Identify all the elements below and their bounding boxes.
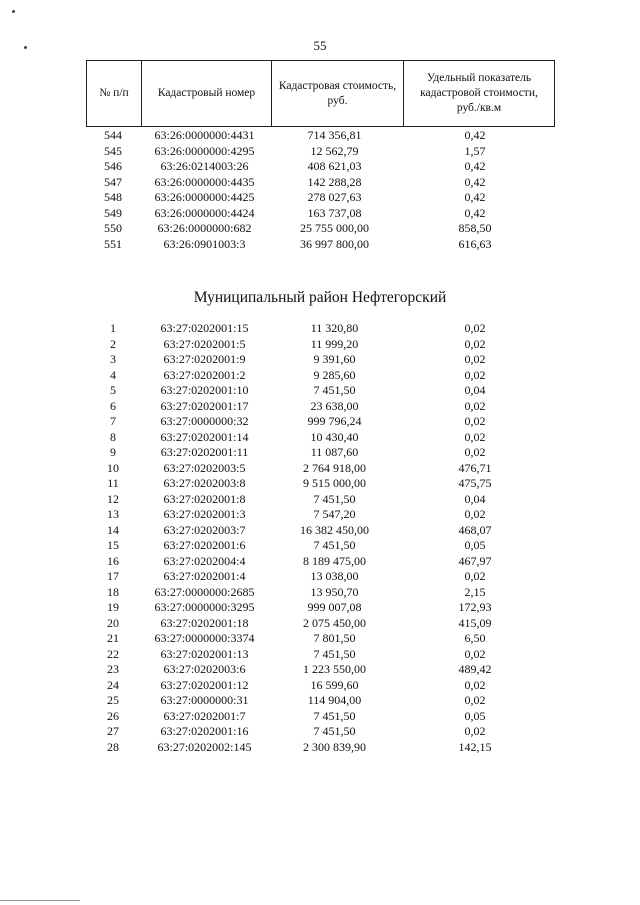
table-row [86, 492, 550, 508]
cadastral-value: 13 038,00 [310, 569, 359, 583]
row-number: 15 [107, 538, 119, 552]
page-number: 55 [313, 38, 327, 53]
table-row [86, 414, 550, 430]
cadastral-number: 63:26:0000000:4435 [154, 174, 255, 189]
cadastral-number: 63:27:0202001:12 [160, 677, 249, 692]
cadastral-value: 12 562,79 [310, 143, 359, 158]
cadastral-value: 999 007,08 [307, 600, 362, 614]
row-number: 544 [104, 128, 122, 142]
cadastral-number: 63:27:0202001:10 [160, 383, 249, 397]
row-number: 13 [107, 507, 119, 521]
cadastral-number: 63:27:0202001:7 [163, 708, 246, 723]
cadastral-number: 63:26:0000000:682 [157, 221, 252, 235]
specific-value: 858,50 [458, 221, 492, 235]
table-row [86, 190, 550, 206]
cadastral-number: 63:27:0202003:8 [163, 476, 246, 490]
row-number: 5 [110, 383, 116, 397]
cadastral-value: 16 382 450,00 [300, 522, 369, 537]
cadastral-number: 63:27:0202001:16 [160, 724, 249, 738]
table-row [86, 554, 550, 570]
cadastral-number: 63:27:0202001:18 [160, 615, 249, 630]
specific-value: 0,05 [464, 708, 486, 723]
cadastral-number: 63:27:0202001:3 [163, 507, 246, 521]
cadastral-value: 7 451,50 [313, 538, 356, 552]
table-row [86, 237, 550, 253]
row-number: 16 [107, 553, 119, 568]
row-number: 3 [110, 352, 116, 366]
specific-value: 0,02 [464, 445, 486, 459]
cadastral-value: 7 547,20 [313, 507, 356, 521]
specific-value: 468,07 [458, 522, 492, 537]
cadastral-number: 63:27:0202001:6 [163, 538, 246, 552]
row-number: 18 [107, 584, 119, 599]
row-number: 26 [107, 708, 119, 723]
cadastral-value: 9 285,60 [313, 367, 356, 382]
cadastral-value: 16 599,60 [310, 677, 359, 692]
cadastral-number: 63:26:0000000:4431 [154, 128, 255, 142]
row-number: 7 [110, 414, 116, 428]
cadastral-number: 63:27:0202002:145 [157, 739, 252, 754]
table-row [86, 221, 550, 237]
specific-value: 0,02 [464, 367, 486, 382]
row-number: 549 [104, 205, 122, 220]
cadastral-number: 63:27:0000000:3374 [154, 631, 255, 645]
cadastral-number: 63:27:0202003:7 [163, 522, 246, 537]
cadastral-value: 2 764 918,00 [303, 460, 366, 475]
row-number: 24 [107, 677, 119, 692]
cadastral-number: 63:27:0202001:13 [160, 646, 249, 661]
table-row [86, 662, 550, 678]
cadastral-value: 7 801,50 [313, 631, 356, 645]
table-row [86, 693, 550, 709]
row-number: 550 [104, 221, 122, 235]
specific-value: 172,93 [458, 600, 492, 614]
table-row [86, 337, 550, 353]
cadastral-number: 63:26:0000000:4424 [154, 205, 255, 220]
row-number: 6 [110, 398, 116, 413]
header-col-number: № п/п [87, 61, 142, 127]
header-col-cadastral-number: Кадастровый номер [142, 61, 272, 127]
cadastral-value: 11 320,80 [310, 321, 359, 335]
specific-value: 0,02 [464, 321, 486, 335]
specific-value: 1,57 [464, 143, 486, 158]
cadastral-value: 114 904,00 [307, 693, 362, 707]
cadastral-value: 408 621,03 [307, 159, 362, 173]
table-row [86, 569, 550, 585]
table-row [86, 647, 550, 663]
cadastral-number: 63:27:0202001:2 [163, 367, 246, 382]
cadastral-number: 63:27:0202001:15 [160, 321, 249, 335]
table-row [86, 383, 550, 399]
table-row [86, 538, 550, 554]
row-number: 14 [107, 522, 119, 537]
specific-value: 475,75 [458, 476, 492, 490]
cadastral-value: 23 638,00 [310, 398, 359, 413]
specific-value: 0,02 [464, 414, 486, 428]
row-number: 1 [110, 321, 116, 335]
table-row [86, 128, 550, 144]
table-row [86, 352, 550, 368]
cadastral-number: 63:27:0000000:31 [160, 693, 249, 707]
cadastral-value: 11 087,60 [310, 445, 359, 459]
cadastral-number: 63:26:0901003:3 [163, 236, 246, 251]
row-number: 19 [107, 600, 119, 614]
cadastral-value: 36 997 800,00 [300, 236, 369, 251]
table-row [86, 175, 550, 191]
cadastral-number: 63:27:0202001:9 [163, 352, 246, 366]
cadastral-number: 63:27:0202001:17 [160, 398, 249, 413]
data-table-top [86, 128, 550, 252]
cadastral-number: 63:27:0202001:11 [160, 445, 249, 459]
table-row [86, 399, 550, 415]
row-number: 547 [104, 174, 122, 189]
cadastral-number: 63:27:0202001:14 [160, 429, 249, 444]
table-row [86, 430, 550, 446]
cadastral-number: 63:27:0202003:5 [163, 460, 246, 475]
cadastral-value: 7 451,50 [313, 646, 356, 661]
specific-value: 2,15 [464, 584, 486, 599]
specific-value: 0,04 [464, 491, 486, 506]
specific-value: 0,02 [464, 677, 486, 692]
cadastral-number: 63:27:0000000:3295 [154, 600, 255, 614]
row-number: 551 [104, 236, 122, 251]
table-row [86, 159, 550, 175]
table-row [86, 476, 550, 492]
cadastral-number: 63:26:0214003:26 [160, 159, 249, 173]
cadastral-number: 63:27:0202003:6 [163, 662, 246, 676]
specific-value: 0,42 [464, 205, 486, 220]
specific-value: 0,02 [464, 352, 486, 366]
specific-value: 0,05 [464, 538, 486, 552]
data-table-neftegorsky [86, 321, 550, 755]
header-col-specific-value: Удельный показатель кадастровой стоимости, руб./кв.м [404, 61, 555, 127]
table-row [86, 461, 550, 477]
row-number: 548 [104, 190, 122, 204]
row-number: 25 [107, 693, 119, 707]
table-row [86, 445, 550, 461]
specific-value: 415,09 [458, 615, 492, 630]
cadastral-number: 63:27:0000000:2685 [154, 584, 255, 599]
cadastral-number: 63:27:0202004:4 [163, 553, 246, 568]
cadastral-value: 8 189 475,00 [303, 553, 366, 568]
cadastral-number: 63:26:0000000:4295 [154, 143, 255, 158]
table-row [86, 678, 550, 694]
specific-value: 0,02 [464, 569, 486, 583]
row-number: 9 [110, 445, 116, 459]
cadastral-value: 9 391,60 [313, 352, 356, 366]
table-row [86, 144, 550, 160]
specific-value: 0,42 [464, 174, 486, 189]
cadastral-value: 25 755 000,00 [300, 221, 369, 235]
specific-value: 0,42 [464, 128, 486, 142]
table-header [86, 60, 555, 127]
scan-edge-line [0, 900, 80, 901]
cadastral-value: 142 288,28 [307, 174, 362, 189]
specific-value: 616,63 [458, 236, 492, 251]
specific-value: 0,02 [464, 336, 486, 351]
specific-value: 0,04 [464, 383, 486, 397]
header-col-cadastral-value: Кадастровая стоимость, руб. [272, 61, 404, 127]
cadastral-value: 2 300 839,90 [303, 739, 366, 754]
cadastral-number: 63:26:0000000:4425 [154, 190, 255, 204]
cadastral-value: 163 737,08 [307, 205, 362, 220]
specific-value: 0,02 [464, 429, 486, 444]
specific-value: 489,42 [458, 662, 492, 676]
section-title: Муниципальный район Нефтегорский [193, 289, 447, 306]
table-row [86, 724, 550, 740]
scan-speck [12, 10, 15, 13]
row-number: 23 [107, 662, 119, 676]
cadastral-number: 63:27:0202001:4 [163, 569, 246, 583]
cadastral-value: 11 999,20 [310, 336, 359, 351]
row-number: 28 [107, 739, 119, 754]
cadastral-number: 63:27:0000000:32 [160, 414, 249, 428]
row-number: 22 [107, 646, 119, 661]
row-number: 21 [107, 631, 119, 645]
cadastral-value: 10 430,40 [310, 429, 359, 444]
table-row [86, 321, 550, 337]
cadastral-number: 63:27:0202001:8 [163, 491, 246, 506]
table-row [86, 368, 550, 384]
specific-value: 467,97 [458, 553, 492, 568]
cadastral-number: 63:27:0202001:5 [163, 336, 246, 351]
specific-value: 0,42 [464, 159, 486, 173]
cadastral-value: 7 451,50 [313, 491, 356, 506]
table-row [86, 523, 550, 539]
specific-value: 0,42 [464, 190, 486, 204]
cadastral-value: 278 027,63 [307, 190, 362, 204]
specific-value: 476,71 [458, 460, 492, 475]
row-number: 545 [104, 143, 122, 158]
cadastral-value: 7 451,50 [313, 708, 356, 723]
specific-value: 0,02 [464, 724, 486, 738]
row-number: 546 [104, 159, 122, 173]
row-number: 2 [110, 336, 116, 351]
row-number: 8 [110, 429, 116, 444]
row-number: 27 [107, 724, 119, 738]
table-row [86, 585, 550, 601]
table-row [86, 206, 550, 222]
specific-value: 142,15 [458, 739, 492, 754]
cadastral-value: 13 950,70 [310, 584, 359, 599]
row-number: 10 [107, 460, 119, 475]
table-row [86, 740, 550, 756]
row-number: 4 [110, 367, 116, 382]
specific-value: 6,50 [464, 631, 486, 645]
specific-value: 0,02 [464, 646, 486, 661]
table-row [86, 616, 550, 632]
row-number: 11 [107, 476, 119, 490]
row-number: 20 [107, 615, 119, 630]
table-row [86, 709, 550, 725]
specific-value: 0,02 [464, 398, 486, 413]
cadastral-value: 714 356,81 [307, 128, 362, 142]
table-row [86, 600, 550, 616]
specific-value: 0,02 [464, 693, 486, 707]
cadastral-value: 9 515 000,00 [303, 476, 366, 490]
cadastral-value: 7 451,50 [313, 383, 356, 397]
specific-value: 0,02 [464, 507, 486, 521]
table-row [86, 507, 550, 523]
row-number: 17 [107, 569, 119, 583]
cadastral-value: 2 075 450,00 [303, 615, 366, 630]
cadastral-value: 7 451,50 [313, 724, 356, 738]
cadastral-value: 1 223 550,00 [303, 662, 366, 676]
cadastral-value: 999 796,24 [307, 414, 362, 428]
row-number: 12 [107, 491, 119, 506]
table-row [86, 631, 550, 647]
